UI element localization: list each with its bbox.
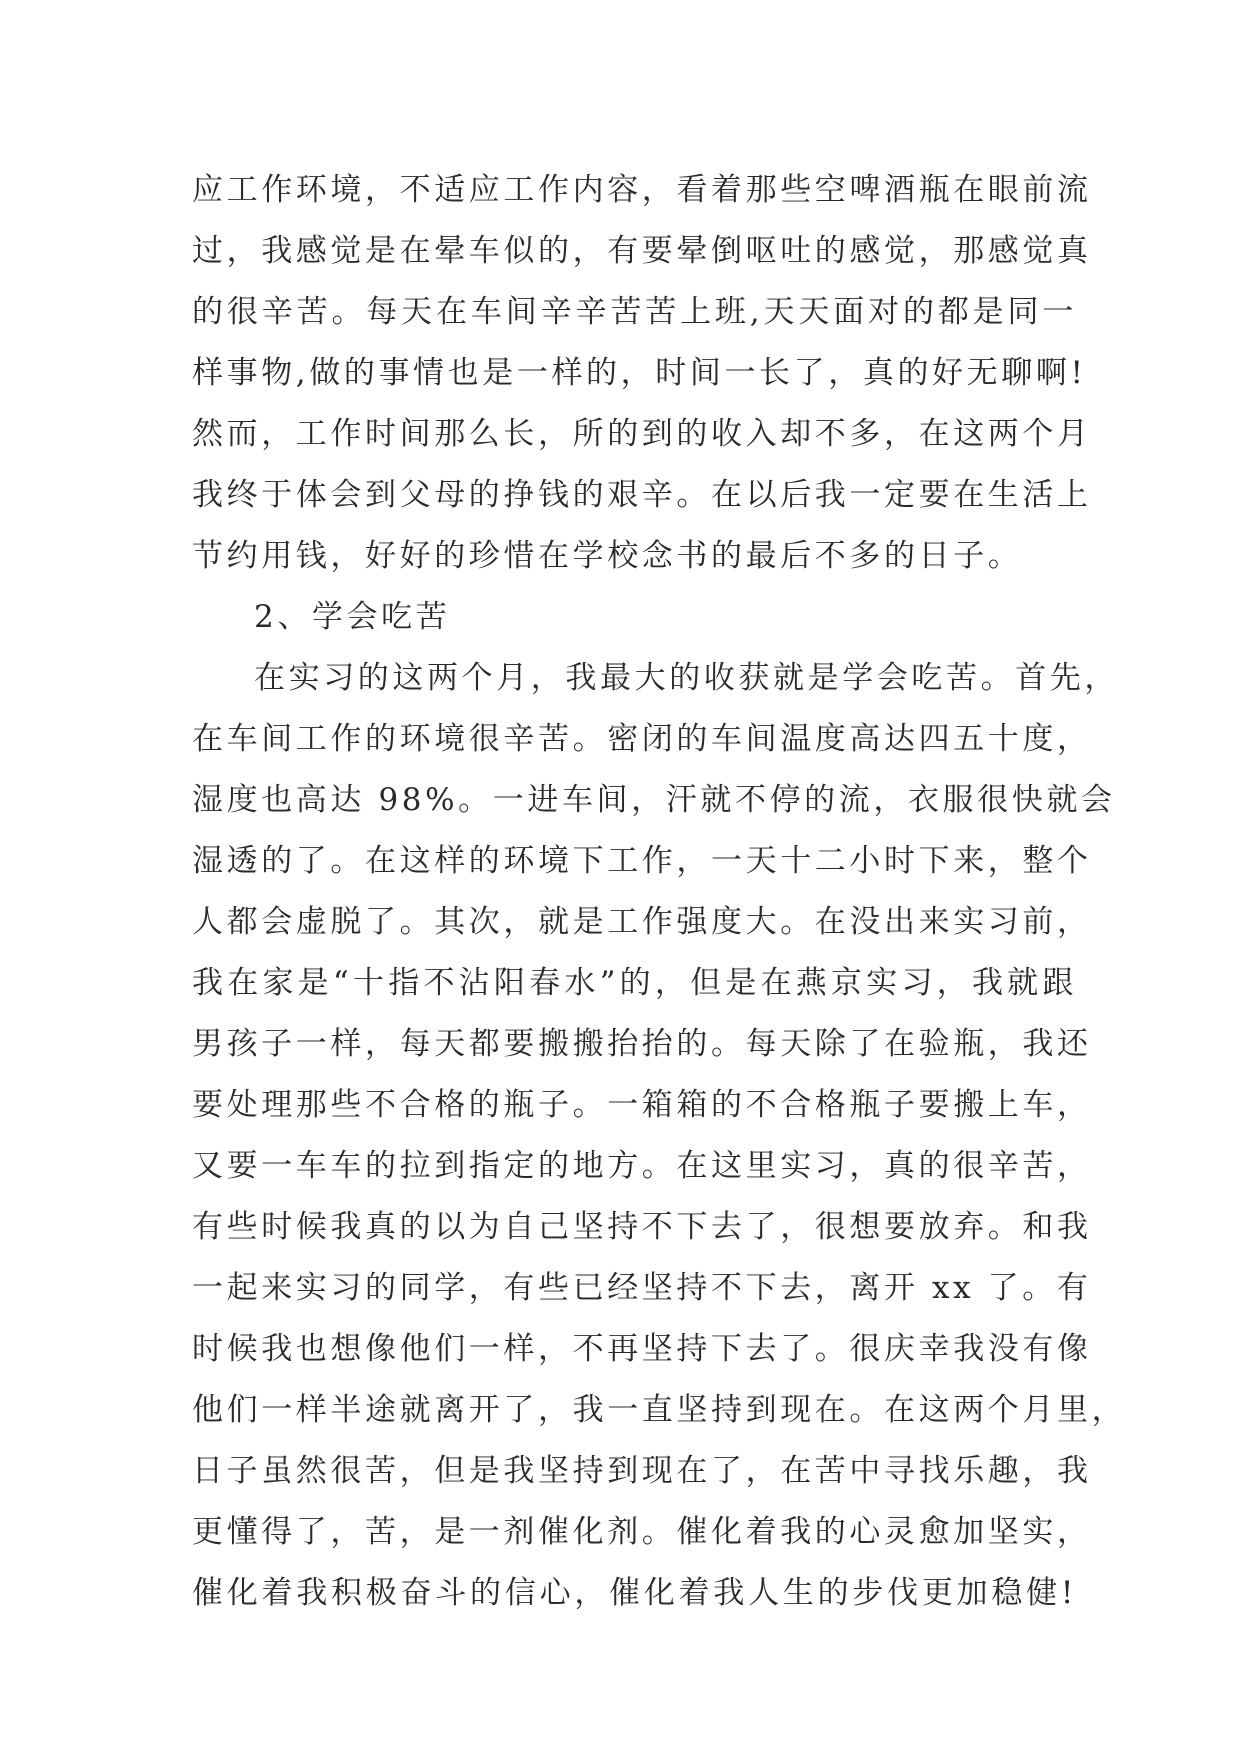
section-heading: 2、学会吃苦 [254,599,451,635]
text-line: 时候我也想像他们一样，不再坚持下去了。很庆幸我没有像 [192,1331,1092,1367]
paragraph-first-line: 在实习的这两个月，我最大的收获就是学会吃苦。首先， [254,660,1119,696]
text-line: 更懂得了，苦，是一剂催化剂。催化着我的心灵愈加坚实， [192,1514,1092,1550]
text-line: 又要一车车的拉到指定的地方。在这里实习，真的很辛苦， [192,1148,1092,1184]
text-line: 一起来实习的同学，有些已经坚持不下去，离开 xx 了。有 [192,1270,1092,1306]
text-line: 样事物,做的事情也是一样的，时间一长了，真的好无聊啊! [192,355,1087,391]
text-line: 过，我感觉是在晕车似的，有要晕倒呕吐的感觉，那感觉真 [192,233,1092,269]
text-line: 他们一样半途就离开了，我一直坚持到现在。在这两个月里， [192,1392,1127,1428]
text-line: 男孩子一样，每天都要搬搬抬抬的。每天除了在验瓶，我还 [192,1026,1092,1062]
text-line: 湿透的了。在这样的环境下工作，一天十二小时下来，整个 [192,843,1092,879]
text-line: 我终于体会到父母的挣钱的艰辛。在以后我一定要在生活上 [192,477,1092,513]
text-line: 催化着我积极奋斗的信心，催化着我人生的步伐更加稳健! [192,1575,1077,1611]
text-line: 节约用钱，好好的珍惜在学校念书的最后不多的日子。 [192,538,1023,574]
text-line: 的很辛苦。每天在车间辛辛苦苦上班,天天面对的都是同一 [192,294,1077,330]
text-line: 日子虽然很苦，但是我坚持到现在了，在苦中寻找乐趣，我 [192,1453,1092,1489]
text-line: 在车间工作的环境很辛苦。密闭的车间温度高达四五十度， [192,721,1092,757]
text-line: 应工作环境，不适应工作内容，看着那些空啤酒瓶在眼前流 [192,172,1092,208]
text-line: 湿度也高达 98%。一进车间，汗就不停的流，衣服很快就会 [192,782,1116,818]
text-line: 要处理那些不合格的瓶子。一箱箱的不合格瓶子要搬上车， [192,1087,1092,1123]
body-text [192,160,1127,1624]
text-line: 有些时候我真的以为自己坚持不下去了，很想要放弃。和我 [192,1209,1092,1245]
text-line: 然而，工作时间那么长，所的到的收入却不多，在这两个月 [192,416,1092,452]
text-line: 我在家是“十指不沾阳春水”的，但是在燕京实习，我就跟 [192,965,1077,1001]
text-line: 人都会虚脱了。其次，就是工作强度大。在没出来实习前， [192,904,1092,940]
